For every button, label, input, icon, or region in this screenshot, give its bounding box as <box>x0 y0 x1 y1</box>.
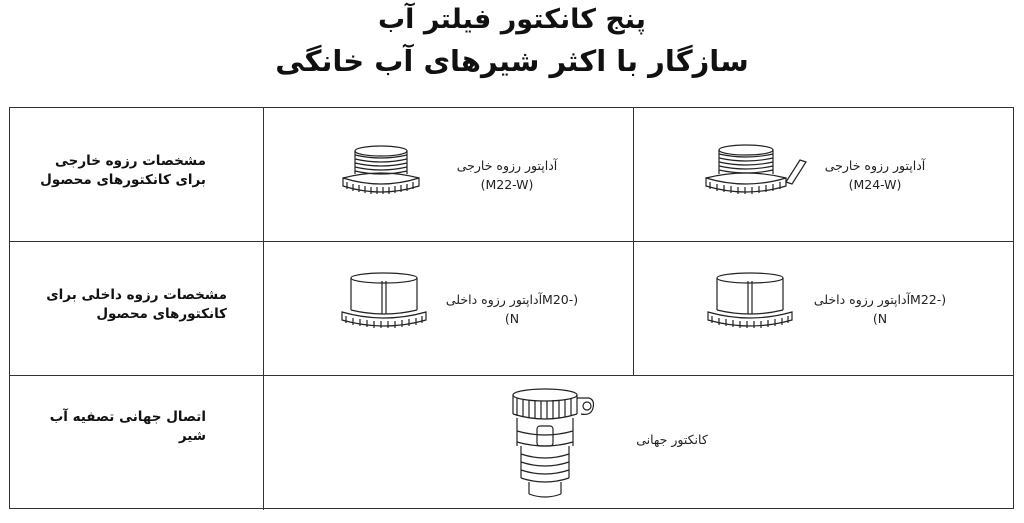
universal-connector-icon <box>507 386 599 500</box>
row-label-line: مشخصات رزوه داخلی برای <box>46 287 227 303</box>
caption-universal-connector <box>612 430 732 449</box>
column-divider <box>263 108 264 510</box>
internal-thread-adapter-icon <box>704 270 796 332</box>
row-label-line: مشخصات رزوه خارجی <box>54 153 206 169</box>
row-label-internal-thread <box>7 286 227 324</box>
caption-line: (M24-W) <box>848 177 902 192</box>
column-divider <box>633 108 634 375</box>
title-line-1: پنج کانکتور فیلتر آب <box>378 4 646 35</box>
caption-line: N) <box>872 311 888 326</box>
row-label-line: کانکتورهای محصول <box>96 306 227 322</box>
title-line-2: سازگار با اکثر شیرهای آب خانگی <box>275 44 749 78</box>
external-thread-adapter-icon <box>335 138 427 198</box>
caption-line: آداپتور رزوه خارجی <box>456 158 558 173</box>
row-label-line: شیر <box>178 428 206 444</box>
caption-m20-n <box>442 290 582 328</box>
caption-m22-w <box>437 156 577 194</box>
caption-line: کانکتور جهانی <box>636 432 708 447</box>
external-thread-adapter-tab-icon <box>700 138 810 198</box>
row-label-line: اتصال جهانی تصفیه آب <box>49 409 206 425</box>
caption-line: (M22-‎آداپتور رزوه داخلی <box>813 292 947 307</box>
row-label-line: برای کانکتورهای محصول <box>40 172 206 188</box>
caption-line: (M20-‎آداپتور رزوه داخلی <box>445 292 579 307</box>
row-label-external-thread <box>16 152 206 190</box>
row-divider <box>10 241 1013 242</box>
caption-line: آداپتور رزوه خارجی <box>824 158 926 173</box>
row-label-universal <box>16 408 206 446</box>
caption-m22-n <box>810 290 950 328</box>
internal-thread-adapter-icon <box>338 270 430 332</box>
caption-line: (M22-W) <box>480 177 534 192</box>
caption-m24-w <box>805 156 945 194</box>
caption-line: N) <box>504 311 520 326</box>
row-divider <box>10 375 1013 376</box>
